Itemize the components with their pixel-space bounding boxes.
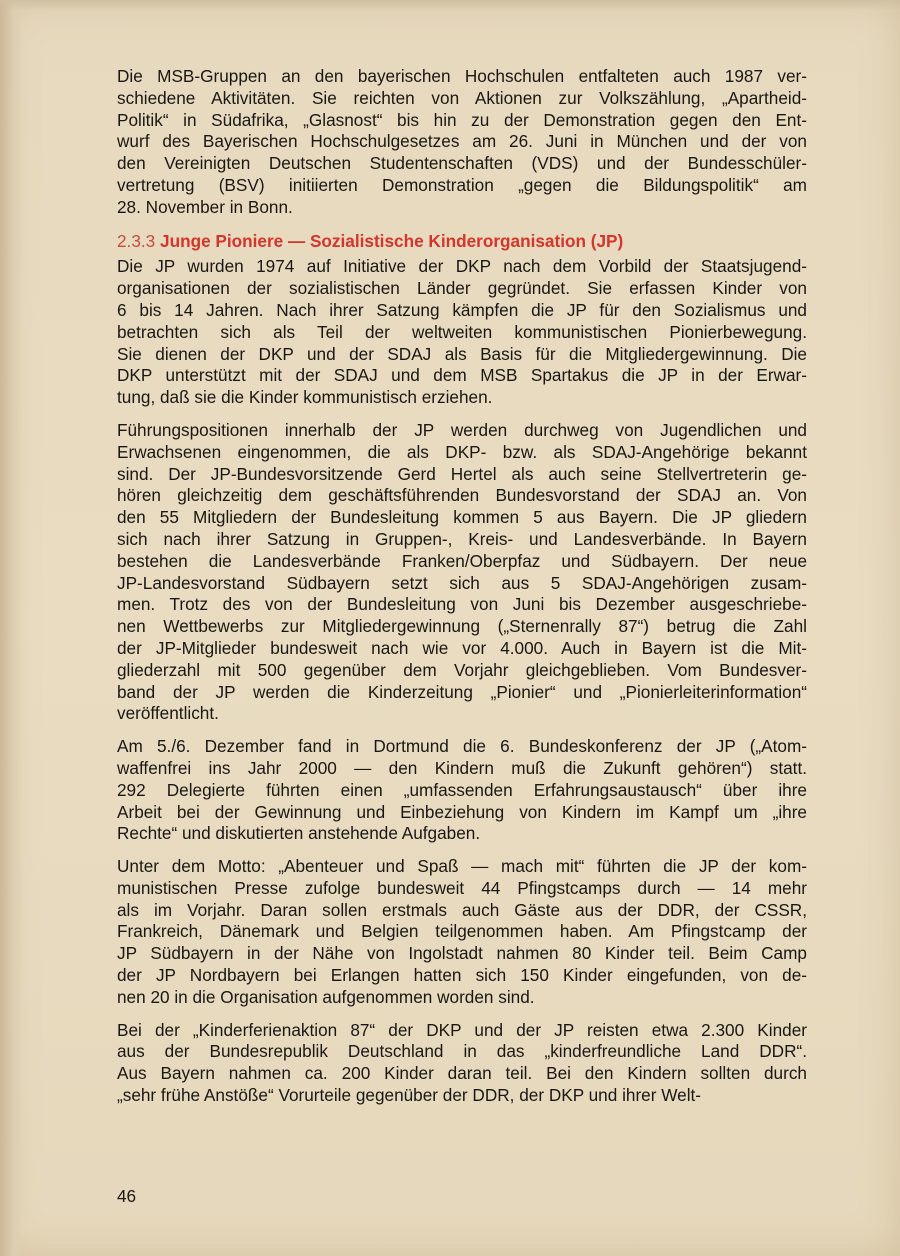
text-line: betrachten sich als Teil der weltweiten kommunistischen Pionierbewegung. xyxy=(117,321,807,342)
text-line: schiedene Aktivitäten. Sie reichten von Aktionen zur Volkszählung, „Apartheid- xyxy=(117,87,807,108)
text-line: Aus Bayern nahmen ca. 200 Kinder daran teil. Bei den Kindern sollten durch xyxy=(117,1063,807,1084)
text-line: der JP Nordbayern bei Erlangen hatten sich 150 Kinder eingefunden, von de- xyxy=(117,965,807,986)
text-line: Frankreich, Dänemark und Belgien teilgenommen haben. Am Pfingstcamp der xyxy=(117,921,807,942)
text-line: „sehr frühe Anstöße“ Vorurteile gegenüber der DDR, der DKP und ihrer Welt- xyxy=(117,1085,702,1106)
text-line: den Vereinigten Deutschen Studentenschaften (VDS) und der Bundesschüler- xyxy=(117,153,807,174)
paragraph-msb-activities xyxy=(117,66,807,219)
text-line: als im Vorjahr. Daran sollen erstmals auch Gäste aus der DDR, der CSSR, xyxy=(117,899,807,920)
text-line: nen Wettbewerbs zur Mitgliedergewinnung („Sternenrally 87“) betrug die Zahl xyxy=(117,616,807,637)
text-column xyxy=(117,66,807,1118)
section-heading xyxy=(117,231,807,253)
text-line: gliederzahl mit 500 gegenüber dem Vorjahr gleichgeblieben. Vom Bundesver- xyxy=(117,659,807,680)
text-line: Die MSB-Gruppen an den bayerischen Hochschulen entfalteten auch 1987 ver- xyxy=(117,66,807,86)
text-line: wurf des Bayerischen Hochschulgesetzes am 26. Juni in München und der von xyxy=(117,131,807,152)
text-line: hören gleichzeitig dem geschäftsführenden Bundesvorstand der SDAJ an. Von xyxy=(117,485,807,506)
text-line: waffenfrei ins Jahr 2000 — den Kindern muß die Zukunft gehören“) statt. xyxy=(117,757,807,778)
text-line: tung, daß sie die Kinder kommunistisch erziehen. xyxy=(117,387,493,408)
text-line: Rechte“ und diskutierten anstehende Aufgaben. xyxy=(117,823,481,844)
text-line: der JP-Mitglieder bundesweit nach wie vor 4.000. Auch in Bayern ist die Mit- xyxy=(117,637,807,658)
text-line: den 55 Mitgliedern der Bundesleitung kommen 5 aus Bayern. Die JP gliedern xyxy=(117,507,807,528)
text-line: DKP unterstützt mit der SDAJ und dem MSB Spartakus die JP in der Erwar- xyxy=(117,365,807,386)
text-line: 28. November in Bonn. xyxy=(117,196,293,217)
text-line: bestehen die Landesverbände Franken/Oberpfaz und Südbayern. Der neue xyxy=(117,550,807,571)
section-number: 2.3.3 xyxy=(117,230,156,251)
text-line: vertretung (BSV) initiierten Demonstration „gegen die Bildungspolitik“ am xyxy=(117,174,807,195)
page-top-shadow xyxy=(0,0,900,10)
text-line: munistischen Presse zufolge bundesweit 44 Pfingstcamps durch — 14 mehr xyxy=(117,877,807,898)
text-line: Führungspositionen innerhalb der JP werden durchweg von Jugendlichen und xyxy=(117,419,807,440)
text-line: aus der Bundesrepublik Deutschland in das „kinderfreundliche Land DDR“. xyxy=(117,1041,807,1062)
text-line: Am 5./6. Dezember fand in Dortmund die 6. Bundeskonferenz der JP („Atom- xyxy=(117,736,807,757)
text-line: 292 Delegierte führten einen „umfassenden Erfahrungsaustausch“ über ihre xyxy=(117,779,807,800)
text-line: JP Südbayern in der Nähe von Ingolstadt nahmen 80 Kinder teil. Beim Camp xyxy=(117,943,807,964)
text-line: veröffentlicht. xyxy=(117,703,219,724)
page-edge-shadow xyxy=(0,0,24,1256)
paragraph-federal-conference xyxy=(117,736,807,845)
paragraph-jp-founding xyxy=(117,256,807,409)
text-line: Bei der „Kinderferienaktion 87“ der DKP und der JP reisten etwa 2.300 Kinder xyxy=(117,1019,807,1040)
text-line: Die JP wurden 1974 auf Initiative der DKP nach dem Vorbild der Staatsjugend- xyxy=(117,256,807,277)
paragraph-holiday-action xyxy=(117,1020,807,1107)
text-line: organisationen der sozialistischen Länder gegründet. Sie erfassen Kinder von xyxy=(117,278,807,299)
text-line: Erwachsenen eingenommen, die als DKP- bzw. als SDAJ-Angehörige bekannt xyxy=(117,441,807,462)
text-line: band der JP werden die Kinderzeitung „Pionier“ und „Pionierleiterinformation“ xyxy=(117,681,807,702)
section-title: Junge Pioniere — Sozialistische Kinderorganisation (JP) xyxy=(160,230,624,251)
text-line: nen 20 in die Organisation aufgenommen worden sind. xyxy=(117,986,535,1007)
text-line: JP-Landesvorstand Südbayern setzt sich aus 5 SDAJ-Angehörigen zusam- xyxy=(117,572,807,593)
text-line: sind. Der JP-Bundesvorsitzende Gerd Hertel als auch seine Stellvertreterin ge- xyxy=(117,463,807,484)
text-line: Politik“ in Südafrika, „Glasnost“ bis hin zu der Demonstration gegen den Ent- xyxy=(117,109,807,130)
text-line: sich nach ihrer Satzung in Gruppen-, Kreis- und Landesverbände. In Bayern xyxy=(117,528,807,549)
page-number: 46 xyxy=(117,1186,137,1206)
text-line: Unter dem Motto: „Abenteuer und Spaß — mach mit“ führten die JP der kom- xyxy=(117,856,807,877)
text-line: men. Trotz des von der Bundesleitung von Juni bis Dezember ausgeschriebe- xyxy=(117,594,807,615)
text-line: 6 bis 14 Jahren. Nach ihrer Satzung kämpfen die JP für den Sozialismus und xyxy=(117,299,807,320)
paragraph-pentecost-camps xyxy=(117,856,807,1009)
paragraph-jp-leadership xyxy=(117,420,807,725)
text-line: Arbeit bei der Gewinnung und Einbeziehung von Kindern im Kampf um „ihre xyxy=(117,801,807,822)
text-line: Sie dienen der DKP und der SDAJ als Basis für die Mitgliedergewinnung. Die xyxy=(117,343,807,364)
